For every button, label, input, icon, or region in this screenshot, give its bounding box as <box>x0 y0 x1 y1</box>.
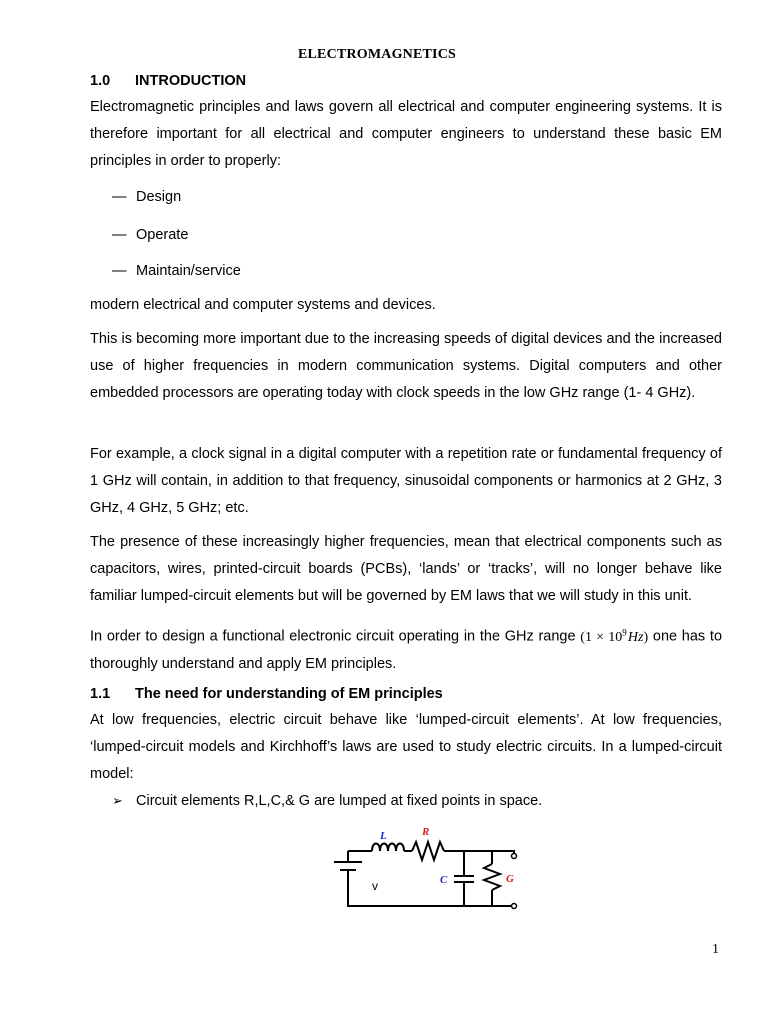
paragraph-example: For example, a clock signal in a digital computer with a repetition rate or fundamental frequency of 1 GHz will contain, in addition to that frequency, sinusoidal components or harmonics at 2 GHz, 3 GHz, 4 GHz, 5 GHz; etc. <box>90 446 722 516</box>
dash-marker: — <box>112 189 127 205</box>
math-base: (1 × 10 <box>580 629 623 645</box>
math-unit: Hz <box>627 629 644 645</box>
section-number: 1.1 <box>90 686 111 702</box>
voltage-label: v <box>372 879 378 893</box>
terminal-node <box>512 904 517 909</box>
paragraph-text: one has to thoroughly understand and apply EM principles. <box>90 628 723 672</box>
section-heading-introduction <box>90 73 246 89</box>
paragraph-lumped: At low frequencies, electric circuit behave like ‘lumped-circuit elements’. At low frequencies, ‘lumped-circuit models and Kirchhoff’s laws are used to study electric circuits. In a lumped-circuit model: <box>90 712 722 782</box>
arrow-bullet-icon: ➢ <box>112 793 123 808</box>
paragraph-systems: modern electrical and computer systems and devices. <box>90 297 436 313</box>
section-number: 1.0 <box>90 73 111 89</box>
inductor-label: L <box>380 830 387 842</box>
inductor-icon <box>372 844 404 852</box>
page-number: 1 <box>712 942 719 957</box>
list-item <box>112 227 188 243</box>
list-item-label: Maintain/service <box>136 263 241 279</box>
list-item-label: Design <box>136 189 182 205</box>
document-title: ELECTROMAGNETICS <box>297 47 456 62</box>
bullet-item <box>112 793 542 809</box>
circuit-wire <box>444 851 514 854</box>
list-item <box>112 263 241 279</box>
section-title: INTRODUCTION <box>135 73 247 89</box>
math-exponent: 9 <box>622 627 627 637</box>
resistor-icon <box>412 842 444 860</box>
list-item-label: Operate <box>136 227 189 243</box>
paragraph-intro: Electromagnetic principles and laws govern all electrical and computer engineering systems. It is therefore important for all electrical and computer engineers to understand these basic EM principles in order to properly: <box>90 99 722 169</box>
bullet-text: Circuit elements R,L,C,& G are lumped at fixed points in space. <box>136 793 543 809</box>
math-close: ) <box>643 629 649 645</box>
paragraph-text: In order to design a functional electronic circuit operating in the GHz range <box>90 628 581 645</box>
dash-marker: — <box>112 263 127 279</box>
lumped-circuit-diagram <box>328 818 528 914</box>
paragraph-frequencies: The presence of these increasingly higher frequencies, mean that electrical components such as capacitors, wires, printed-circuit boards (PCBs), ‘lands’ or ‘tracks’, will no longer behave like familiar lumped-circuit elements but will be governed by EM laws that we will study in this unit. <box>90 534 722 604</box>
frequency-expression <box>580 627 649 645</box>
paragraph-speeds: This is becoming more important due to the increasing speeds of digital devices and the increased use of higher frequencies in modern communication systems. Digital computers and other embedded processors are operating today with clock speeds in the low GHz range (1- 4 GHz). <box>90 331 722 401</box>
terminal-node <box>512 854 517 859</box>
list-item <box>112 189 181 205</box>
section-title: The need for understanding of EM principles <box>135 686 443 702</box>
resistor-label: R <box>422 826 430 838</box>
conductance-label: G <box>506 873 514 885</box>
conductance-resistor-icon <box>484 864 500 890</box>
paragraph-ghz-design <box>90 619 722 678</box>
section-heading-need <box>90 686 443 702</box>
capacitor-label: C <box>440 874 448 886</box>
dash-marker: — <box>112 227 127 243</box>
